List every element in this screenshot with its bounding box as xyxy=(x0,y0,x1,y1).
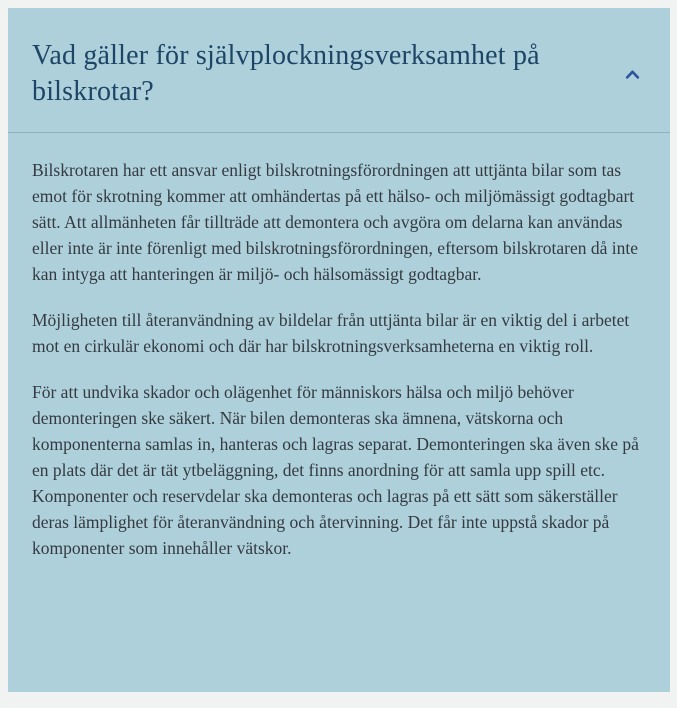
answer-paragraph: Möjligheten till återanvändning av bildelar från uttjänta bilar är en viktig del i arbetet mot en cirkulär ekonomi och där har bilskrotningsverksamheterna en viktig roll. xyxy=(32,310,630,356)
faq-accordion-item xyxy=(8,8,670,692)
accordion-header[interactable] xyxy=(8,8,670,132)
accordion-question: Vad gäller för självplockningsverksamhet på bilskrotar? xyxy=(32,40,540,107)
answer-paragraph: För att undvika skador och olägenhet för människors hälsa och miljö behöver demonteringen ske säkert. När bilen demonteras ska ämnena, vätskorna och komponenterna samlas in, hanteras och lagras separat. Demonteringen ska även ske på en plats där det är tät ytbeläggning, det finns anordning för att samla upp spill etc. Komponenter och reservdelar ska demonteras och lagras på ett sätt som säkerställer deras lämplighet för återanvändning och återvinning. Det får inte uppstå skador på komponenter som innehåller vätskor. xyxy=(32,382,639,558)
accordion-content xyxy=(8,133,670,601)
chevron-up-icon[interactable] xyxy=(621,65,644,84)
answer-paragraph: Bilskrotaren har ett ansvar enligt bilskrotningsförordningen att uttjänta bilar som tas emot för skrotning kommer att omhändertas på ett hälso- och miljömässigt godtagbart sätt. Att allmänheten får tillträde att demontera och avgöra om delarna kan användas eller inte är inte förenligt med bilskrotningsförordningen, eftersom bilskrotaren då inte kan intyga att hanteringen är miljö- och hälsomässigt godtagbar. xyxy=(32,160,639,284)
